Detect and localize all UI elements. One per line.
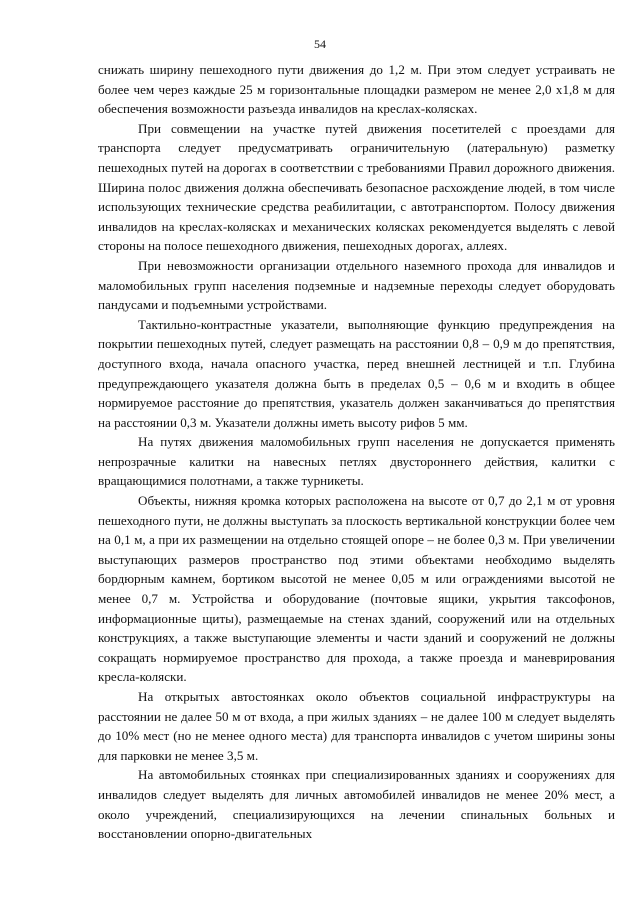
paragraph: На открытых автостоянках около объектов социальной инфраструктуры на расстоянии не далее 50 м от входа, а при жилых зданиях – не далее 100 м следует выделять до 10% мест (но не менее одного места) для транспорта инвалидов с учетом ширины зоны для парковки не менее 3,5 м. (98, 689, 615, 763)
paragraph: Объекты, нижняя кромка которых расположена на высоте от 0,7 до 2,1 м от уровня пешеходного пути, не должны выступать за плоскость вертикальной конструкции более чем на 0,1 м, а при их размещении на отдельно стоящей опоре – не более 0,3 м. При увеличении выступающих размеров пространство под этими объектами необходимо выделять бордюрным камнем, бортиком высотой не менее 0,05 м или ограждениями высотой не менее 0,7 м. Устройства и оборудование (почтовые ящики, укрытия таксофонов, информационные щиты), размещаемые на стенах зданий, сооружений или на отдельных конструкциях, а также выступающие элементы и части зданий и сооружений не должны сокращать нормируемое пространство для прохода, а также проезда и маневрирования кресла-коляски. (98, 493, 615, 685)
paragraph: На автомобильных стоянках при специализированных зданиях и сооружениях для инвалидов следует выделять для личных автомобилей инвалидов не менее 20% мест, а около учреждений, специализирующихся на лечении спинальных больных и восстановлении опорно-двигательных (98, 767, 615, 842)
page-body (98, 60, 615, 844)
paragraph: Тактильно-контрастные указатели, выполняющие функцию предупреждения на покрытии пешеходных путей, следует размещать на расстоянии 0,8 – 0,9 м до препятствия, доступного входа, начала опасного участка, перед внешней лестницей и т.п. Глубина предупреждающего указателя должна быть в пределах 0,5 – 0,6 м и входить в общее нормируемое расстояние до препятствия, указатель должен заканчиваться до препятствия на расстоянии 0,3 м. Указатели должны иметь высоту рифов 5 мм. (98, 316, 615, 430)
paragraph: При совмещении на участке путей движения посетителей с проездами для транспорта следует предусматривать ограничительную (латеральную) разметку пешеходных путей на дорогах в соответствии с требованиями Правил дорожного движения. Ширина полос движения должна обеспечивать безопасное расхождение людей, в том числе использующих технические средства реабилитации, с автотранспортом. Полосу движения инвалидов на креслах-колясках и механических колясках рекомендуется выделять с левой стороны на полосе пешеходного движения, пешеходных дорогах, аллеях. (98, 120, 615, 254)
paragraph: снижать ширину пешеходного пути движения до 1,2 м. При этом следует устраивать не более чем через каждые 25 м горизонтальные площадки размером не менее 2,0 х1,8 м для обеспечения возможности разъезда инвалидов на креслах-колясках. (98, 62, 615, 117)
paragraph: При невозможности организации отдельного наземного прохода для инвалидов и маломобильных групп населения подземные и надземные переходы следует оборудовать пандусами и подъемными устройствами. (98, 257, 615, 313)
page-number: 54 (314, 37, 326, 51)
paragraph: На путях движения маломобильных групп населения не допускается применять непрозрачные калитки на навесных петлях двустороннего действия, калитки с вращающимися полотнами, а также турникеты. (98, 434, 615, 489)
